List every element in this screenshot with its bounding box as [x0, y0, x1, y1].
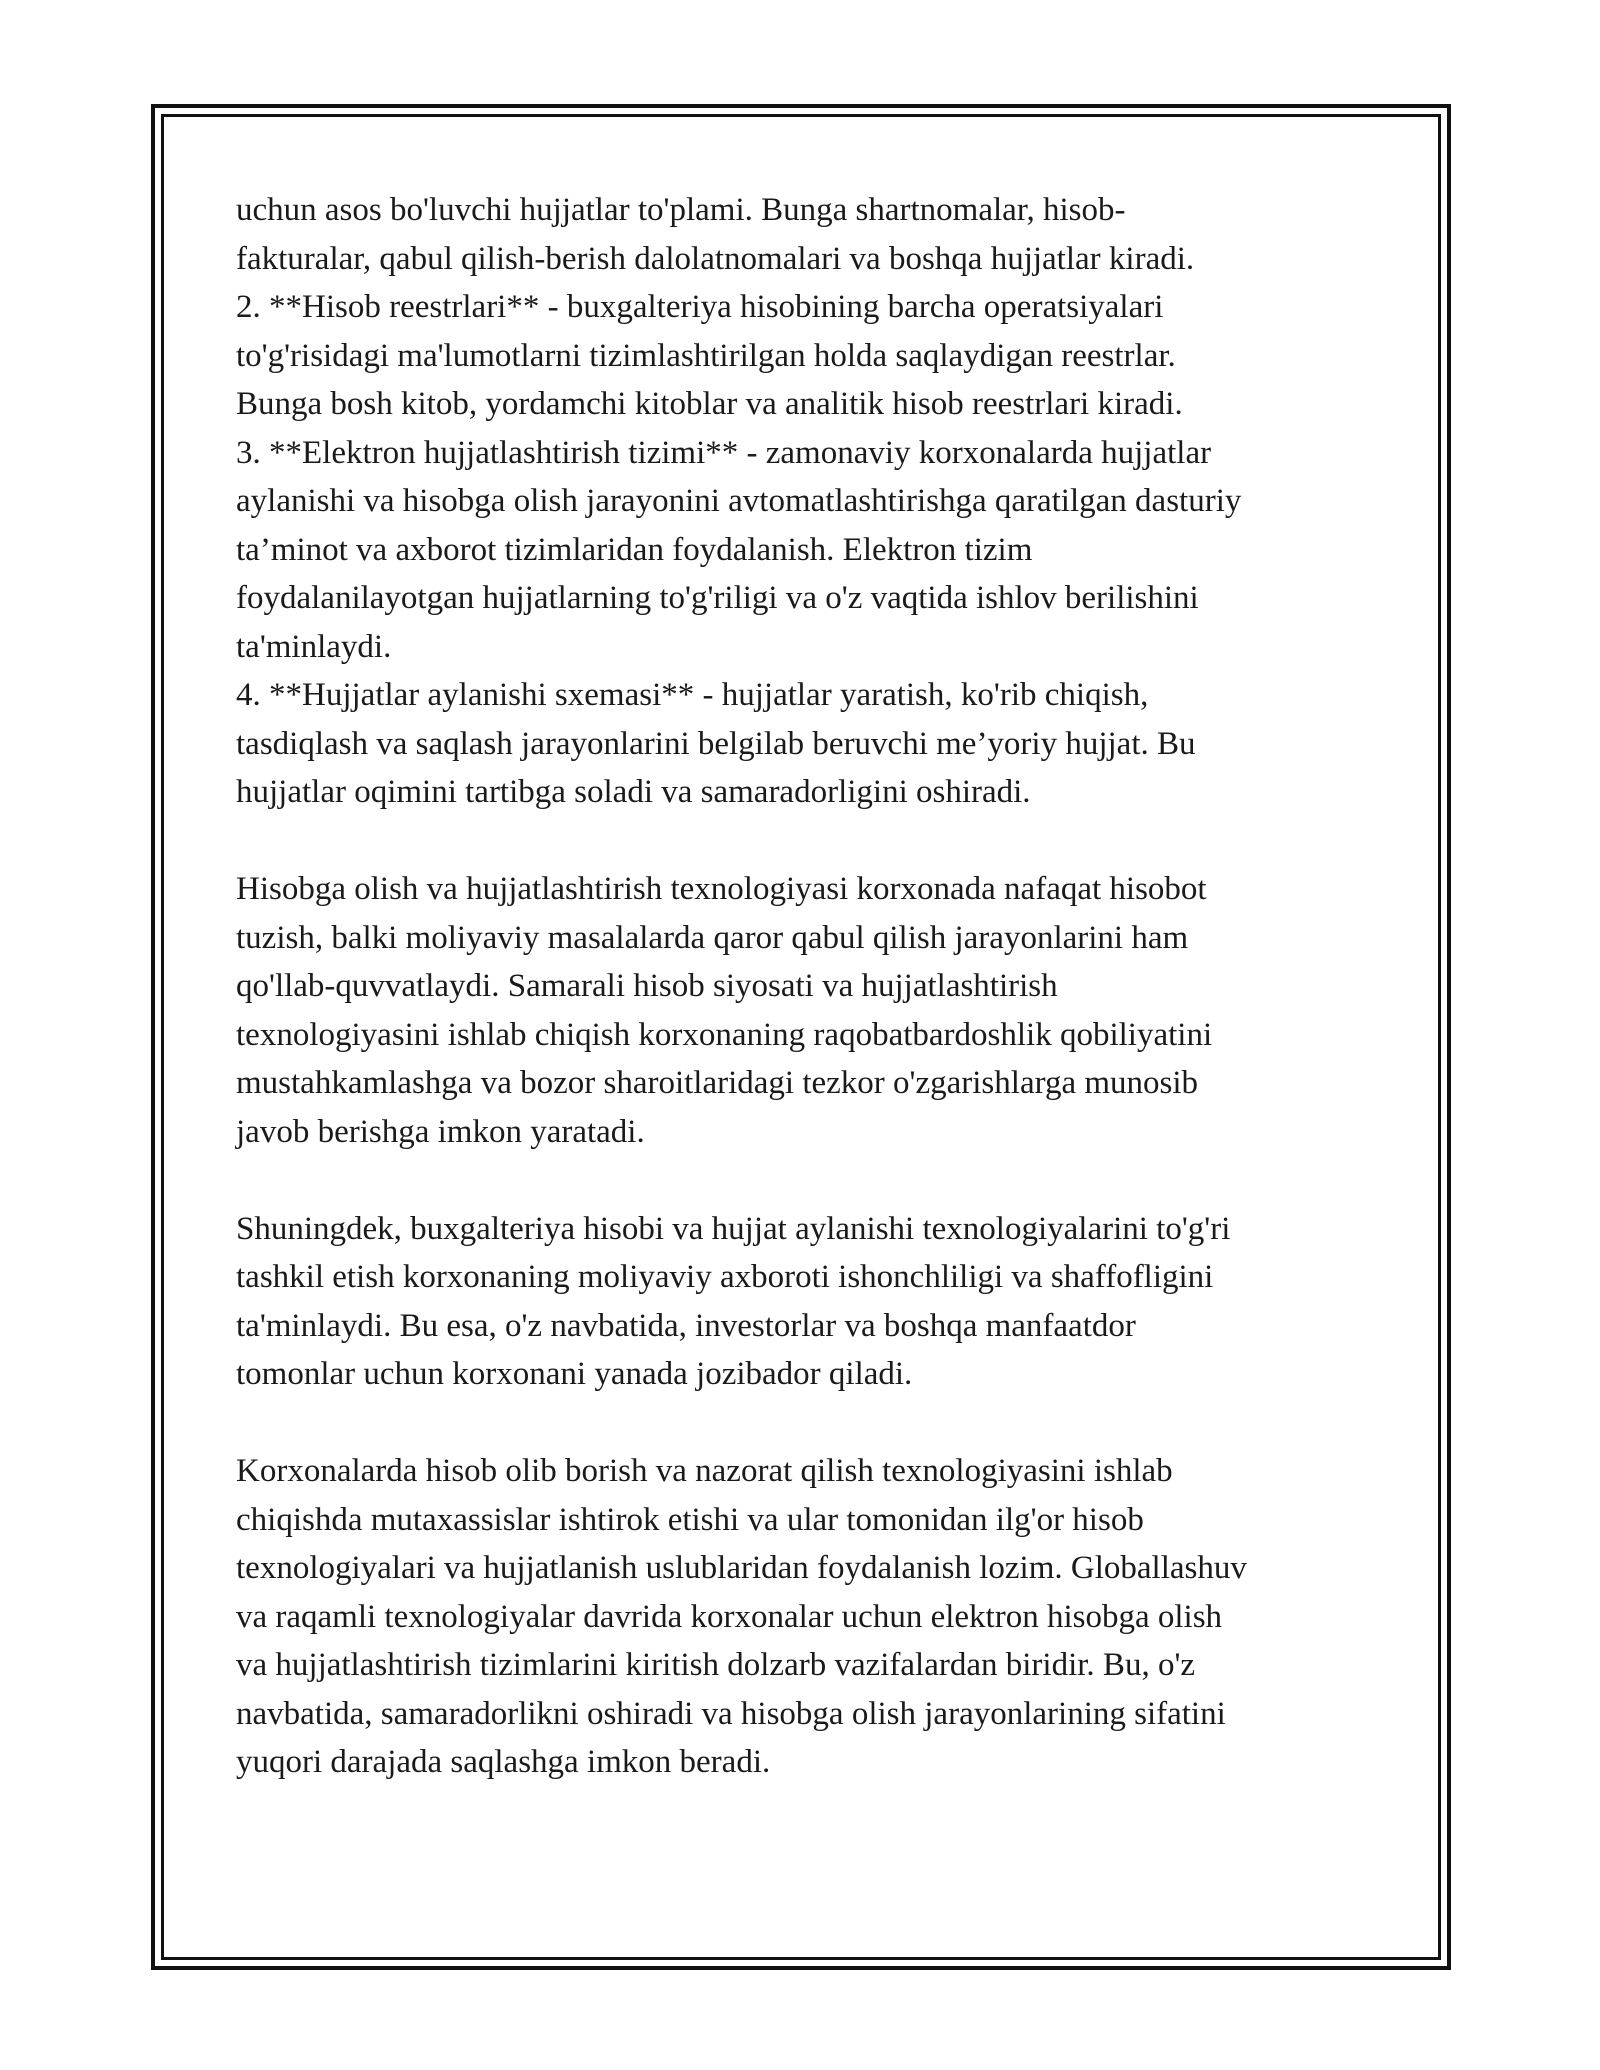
text-line: ta'minlaydi.: [236, 628, 392, 665]
document-body: [236, 186, 1366, 1787]
text-line: 3. **Elektron hujjatlashtirish tizimi** - zamonaviy korxonalarda hujjatlar: [236, 434, 1212, 471]
text-line: ta'minlaydi. Bu esa, o'z navbatida, investorlar va boshqa manfaatdor: [236, 1307, 1136, 1344]
text-line: 2. **Hisob reestrlari** - buxgalteriya hisobining barcha operatsiyalari: [236, 289, 1164, 325]
list-item-4: [236, 671, 1366, 817]
text-line: 4. **Hujjatlar aylanishi sxemasi** - hujjatlar yaratish, ko'rib chiqish,: [236, 677, 1149, 713]
text-line: tasdiqlash va saqlash jarayonlarini belgilab beruvchi me’yoriy hujjat. Bu: [236, 725, 1196, 762]
text-line: fakturalar, qabul qilish-berish dalolatnomalari va boshqa hujjatlar kiradi.: [236, 240, 1195, 277]
text-line: javob berishga imkon yaratadi.: [236, 1113, 645, 1150]
text-line: Shuningdek, buxgalteriya hisobi va hujjat aylanishi texnologiyalarini to'g'ri: [236, 1210, 1231, 1247]
list-item-2: [236, 283, 1366, 429]
paragraph-1: [236, 865, 1366, 1156]
text-line: va raqamli texnologiyalar davrida korxonalar uchun elektron hisobga olish: [236, 1598, 1223, 1635]
text-line: chiqishda mutaxassislar ishtirok etishi va ular tomonidan ilg'or hisob: [236, 1501, 1144, 1538]
text-line: mustahkamlashga va bozor sharoitlaridagi tezkor o'zgarishlarga munosib: [236, 1065, 1199, 1101]
text-line: foydalanilayotgan hujjatlarning to'g'riligi va o'z vaqtida ishlov berilishini: [236, 580, 1199, 616]
text-line: tomonlar uchun korxonani yanada jozibador qiladi.: [236, 1356, 913, 1392]
text-line: texnologiyasini ishlab chiqish korxonaning raqobatbardoshlik qobiliyatini: [236, 1016, 1213, 1053]
paragraph-3: [236, 1447, 1366, 1787]
text-line: tuzish, balki moliyaviy masalalarda qaror qabul qilish jarayonlarini ham: [236, 919, 1189, 956]
paragraph-2: [236, 1205, 1366, 1399]
text-line: yuqori darajada saqlashga imkon beradi.: [236, 1744, 771, 1780]
text-line: Bunga bosh kitob, yordamchi kitoblar va analitik hisob reestrlari kiradi.: [236, 386, 1183, 422]
text-line: va hujjatlashtirish tizimlarini kiritish dolzarb vazifalardan biridir. Bu, o'z: [236, 1647, 1196, 1683]
text-line: texnologiyalari va hujjatlanish uslublaridan foydalanish lozim. Globallashuv: [236, 1550, 1247, 1586]
text-line: ta’minot va axborot tizimlaridan foydalanish. Elektron tizim: [236, 531, 1033, 568]
text-line: uchun asos bo'luvchi hujjatlar to'plami. Bunga shartnomalar, hisob-: [236, 192, 1126, 228]
text-line: navbatida, samaradorlikni oshiradi va hisobga olish jarayonlarining sifatini: [236, 1695, 1226, 1732]
list-continuation: [236, 186, 1366, 283]
text-line: Korxonalarda hisob olib borish va nazorat qilish texnologiyasini ishlab: [236, 1453, 1173, 1489]
text-line: aylanishi va hisobga olish jarayonini avtomatlashtirishga qaratilgan dasturiy: [236, 483, 1242, 519]
text-line: hujjatlar oqimini tartibga soladi va samaradorligini oshiradi.: [236, 774, 1031, 810]
list-item-3: [236, 429, 1366, 672]
text-line: tashkil etish korxonaning moliyaviy axboroti ishonchliligi va shaffofligini: [236, 1259, 1214, 1295]
text-line: to'g'risidagi ma'lumotlarni tizimlashtirilgan holda saqlaydigan reestrlar.: [236, 337, 1176, 374]
text-line: Hisobga olish va hujjatlashtirish texnologiyasi korxonada nafaqat hisobot: [236, 871, 1207, 907]
text-line: qo'llab-quvvatlaydi. Samarali hisob siyosati va hujjatlashtirish: [236, 968, 1058, 1004]
